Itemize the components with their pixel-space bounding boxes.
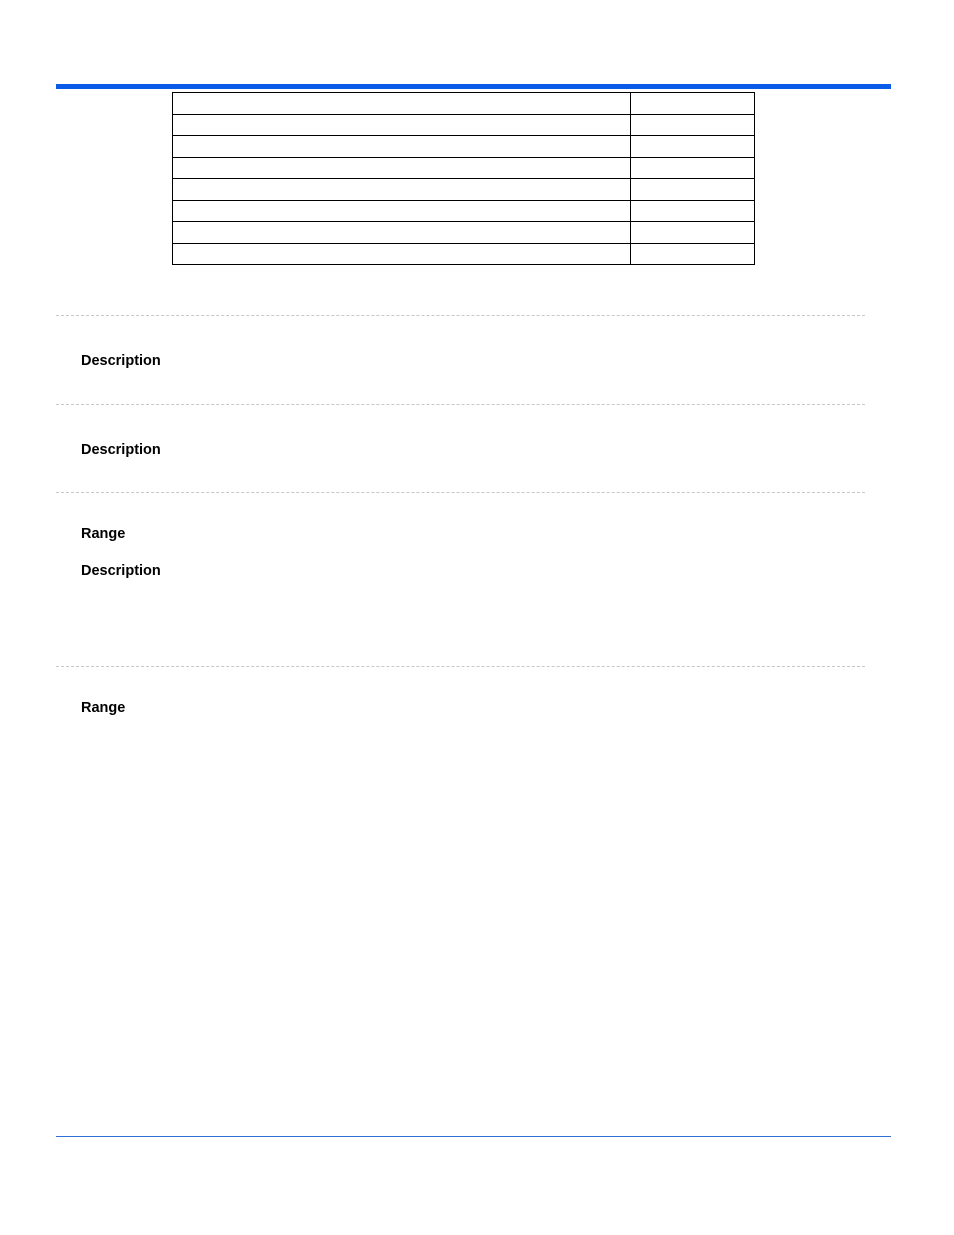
description-label: Description [81, 442, 161, 458]
table-cell [173, 200, 631, 222]
table-cell [173, 243, 631, 265]
parameter-table [172, 92, 755, 265]
table-row [173, 200, 755, 222]
range-label: Range [81, 526, 126, 542]
table-cell [631, 114, 755, 136]
table-cell [631, 200, 755, 222]
table-cell [631, 179, 755, 201]
table-cell [631, 243, 755, 265]
footer-rule [56, 1136, 891, 1137]
table-row [173, 93, 755, 115]
section-divider [56, 492, 865, 493]
table-cell [173, 114, 631, 136]
table-cell [631, 136, 755, 158]
table-cell [631, 93, 755, 115]
section-divider [56, 666, 865, 667]
table-cell [173, 93, 631, 115]
table-row [173, 179, 755, 201]
description-label: Description [81, 563, 161, 579]
description-label: Description [81, 353, 161, 369]
table-row [173, 222, 755, 244]
table-row [173, 114, 755, 136]
table-row [173, 157, 755, 179]
table-cell [173, 136, 631, 158]
section-divider [56, 404, 865, 405]
table-cell [173, 179, 631, 201]
table-row [173, 136, 755, 158]
range-label: Range [81, 700, 126, 716]
table-cell [631, 157, 755, 179]
table-row [173, 243, 755, 265]
table-cell [631, 222, 755, 244]
table-cell [173, 157, 631, 179]
section-divider [56, 315, 865, 316]
table-cell [173, 222, 631, 244]
header-rule [56, 84, 891, 89]
